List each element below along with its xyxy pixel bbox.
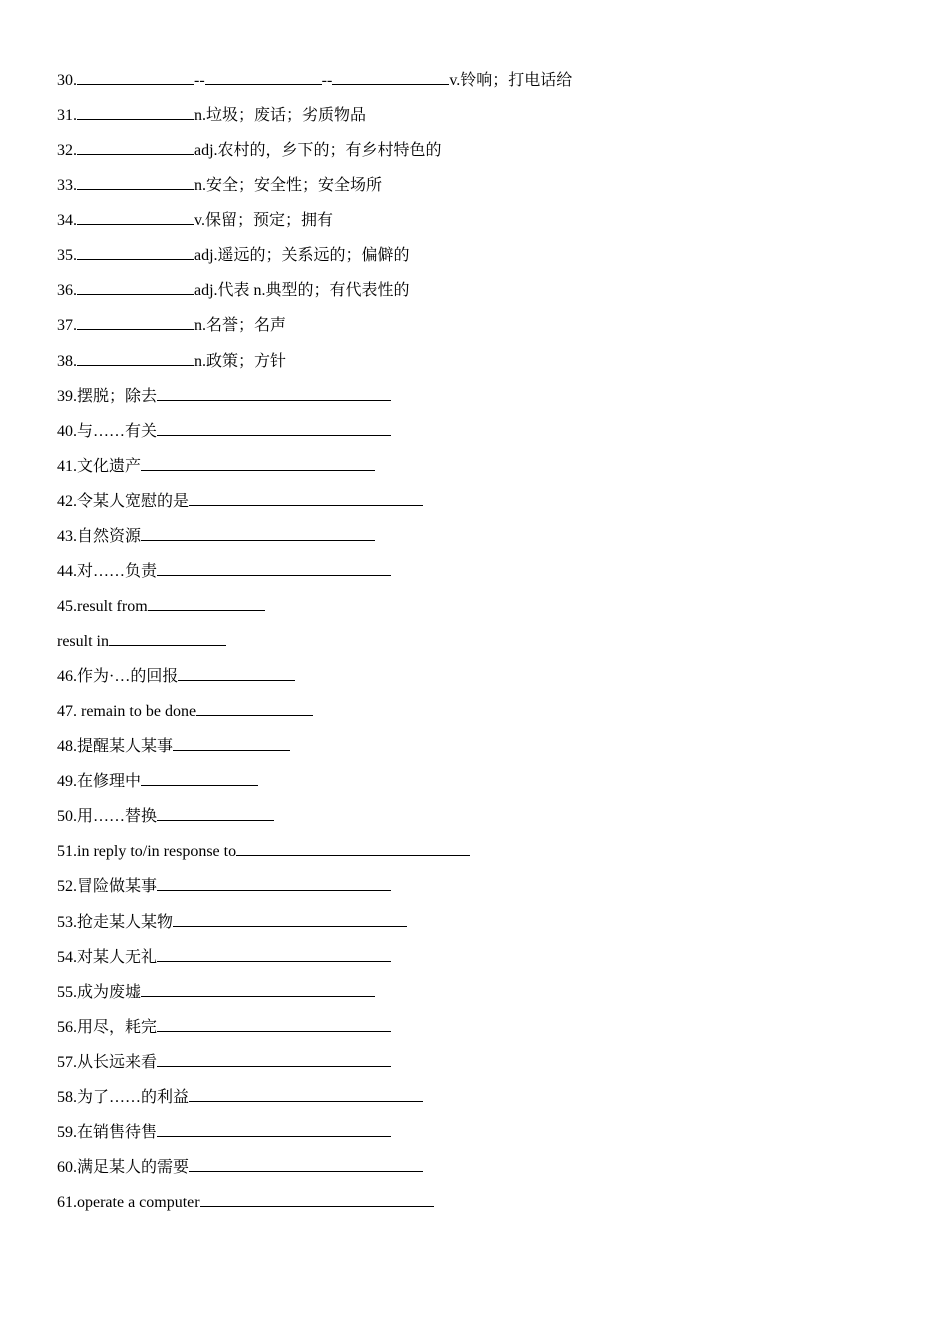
- answer-blank[interactable]: [77, 237, 194, 260]
- exercise-text: 58.为了……的利益: [57, 1088, 190, 1106]
- exercise-text: 38.: [57, 352, 77, 370]
- answer-blank[interactable]: [141, 974, 375, 997]
- exercise-line-52: [57, 868, 917, 903]
- exercise-line-40: [57, 413, 917, 448]
- exercise-line-39: [57, 378, 917, 413]
- answer-blank[interactable]: [148, 588, 265, 611]
- exercise-text: 53.抢走某人某物: [57, 913, 174, 931]
- exercise-line-44: [57, 553, 917, 588]
- answer-blank[interactable]: [189, 483, 423, 506]
- exercise-line-58: [57, 1079, 917, 1114]
- exercise-text: 32.: [57, 142, 77, 160]
- answer-blank[interactable]: [157, 939, 391, 962]
- answer-blank[interactable]: [157, 1114, 391, 1137]
- answer-blank[interactable]: [157, 798, 274, 821]
- answer-blank[interactable]: [157, 413, 391, 436]
- exercise-line-45b: [57, 623, 917, 658]
- exercise-text: 55.成为废墟: [57, 983, 142, 1001]
- exercise-line-54: [57, 939, 917, 974]
- exercise-text: 48.提醒某人某事: [57, 738, 174, 756]
- exercise-text: 43.自然资源: [57, 527, 142, 545]
- answer-blank[interactable]: [189, 1079, 423, 1102]
- exercise-text: 52.冒险做某事: [57, 878, 158, 896]
- exercise-text: 57.从长远来看: [57, 1053, 158, 1071]
- answer-blank[interactable]: [77, 307, 194, 330]
- exercise-text: 35.: [57, 247, 77, 265]
- exercise-text: n.政策；方针: [194, 352, 287, 370]
- exercise-text: 54.对某人无礼: [57, 948, 158, 966]
- exercise-line-49: [57, 763, 917, 798]
- exercise-text: 39.摆脱；除去: [57, 387, 158, 405]
- exercise-text: 42.令某人宽慰的是: [57, 492, 190, 510]
- answer-blank[interactable]: [157, 868, 391, 891]
- answer-blank[interactable]: [141, 763, 258, 786]
- answer-blank[interactable]: [173, 728, 290, 751]
- exercise-line-35: [57, 237, 917, 272]
- exercise-line-43: [57, 518, 917, 553]
- answer-blank[interactable]: [77, 343, 194, 366]
- exercise-text: 51.in reply to/in response to: [57, 843, 237, 861]
- exercise-line-46: [57, 658, 917, 693]
- answer-blank[interactable]: [77, 167, 194, 190]
- exercise-text: 60.满足某人的需要: [57, 1158, 190, 1176]
- exercise-text: 56.用尽，耗完: [57, 1018, 158, 1036]
- exercise-line-33: [57, 167, 917, 202]
- exercise-text: 40.与……有关: [57, 422, 158, 440]
- answer-blank[interactable]: [77, 132, 194, 155]
- exercise-line-36: [57, 272, 917, 307]
- exercise-line-34: [57, 202, 917, 237]
- exercise-line-45a: [57, 588, 917, 623]
- exercise-text: 50.用……替换: [57, 808, 158, 826]
- exercise-line-61: [57, 1184, 917, 1219]
- answer-blank[interactable]: [236, 833, 470, 856]
- answer-blank[interactable]: [189, 1149, 423, 1172]
- exercise-line-51: [57, 833, 917, 868]
- answer-blank[interactable]: [141, 448, 375, 471]
- exercise-text: 36.: [57, 282, 77, 300]
- exercise-line-32: [57, 132, 917, 167]
- exercise-text: 61.operate a computer: [57, 1194, 200, 1211]
- exercise-text: 44.对……负责: [57, 562, 158, 580]
- exercise-text: adj.农村的，乡下的；有乡村特色的: [194, 142, 442, 160]
- worksheet-page: [57, 62, 917, 1219]
- exercise-text: n.名誉；名声: [194, 317, 287, 335]
- exercise-line-48: [57, 728, 917, 763]
- exercise-line-59: [57, 1114, 917, 1149]
- exercise-text: 46.作为·…的回报: [57, 668, 179, 686]
- exercise-line-55: [57, 974, 917, 1009]
- exercise-line-42: [57, 483, 917, 518]
- exercise-line-56: [57, 1009, 917, 1044]
- exercise-text: 30.: [57, 72, 77, 89]
- answer-blank[interactable]: [200, 1184, 434, 1207]
- exercise-line-41: [57, 448, 917, 483]
- answer-blank[interactable]: [196, 693, 313, 716]
- exercise-text: 31.: [57, 107, 77, 125]
- answer-blank[interactable]: [178, 658, 295, 681]
- exercise-text: 49.在修理中: [57, 773, 142, 791]
- exercise-line-37: [57, 307, 917, 342]
- exercise-text: adj.代表 n.典型的；有代表性的: [194, 282, 410, 300]
- answer-blank[interactable]: [157, 553, 391, 576]
- exercise-text: result in: [57, 633, 109, 650]
- exercise-text: adj.遥远的；关系远的；偏僻的: [194, 247, 410, 265]
- exercise-line-47: [57, 693, 917, 728]
- exercise-text: v.保留；预定；拥有: [194, 212, 333, 230]
- exercise-line-38: [57, 343, 917, 378]
- answer-blank[interactable]: [332, 62, 449, 85]
- exercise-text: 37.: [57, 317, 77, 335]
- exercise-text: 59.在销售待售: [57, 1123, 158, 1141]
- exercise-line-60: [57, 1149, 917, 1184]
- answer-blank[interactable]: [173, 904, 407, 927]
- exercise-text: --: [194, 72, 205, 89]
- exercise-line-31: [57, 97, 917, 132]
- answer-blank[interactable]: [109, 623, 226, 646]
- exercise-text: v.铃响；打电话给: [449, 72, 573, 89]
- exercise-text: 41.文化遗产: [57, 457, 142, 475]
- answer-blank[interactable]: [205, 62, 322, 85]
- exercise-text: 33.: [57, 177, 77, 195]
- exercise-text: n.安全；安全性；安全场所: [194, 177, 383, 195]
- answer-blank[interactable]: [141, 518, 375, 541]
- exercise-line-57: [57, 1044, 917, 1079]
- answer-blank[interactable]: [157, 1009, 391, 1032]
- answer-blank[interactable]: [77, 202, 194, 225]
- exercise-text: 34.: [57, 212, 77, 230]
- answer-blank[interactable]: [77, 272, 194, 295]
- exercise-line-53: [57, 904, 917, 939]
- exercise-line-50: [57, 798, 917, 833]
- answer-blank[interactable]: [77, 62, 194, 85]
- exercise-text: 45.result from: [57, 597, 148, 615]
- answer-blank[interactable]: [157, 1044, 391, 1067]
- exercise-text: 47. remain to be done: [57, 703, 197, 721]
- answer-blank[interactable]: [157, 378, 391, 401]
- answer-blank[interactable]: [77, 97, 194, 120]
- exercise-line-30: [57, 62, 917, 97]
- exercise-text: --: [321, 72, 333, 89]
- exercise-text: n.垃圾；废话；劣质物品: [194, 107, 367, 125]
